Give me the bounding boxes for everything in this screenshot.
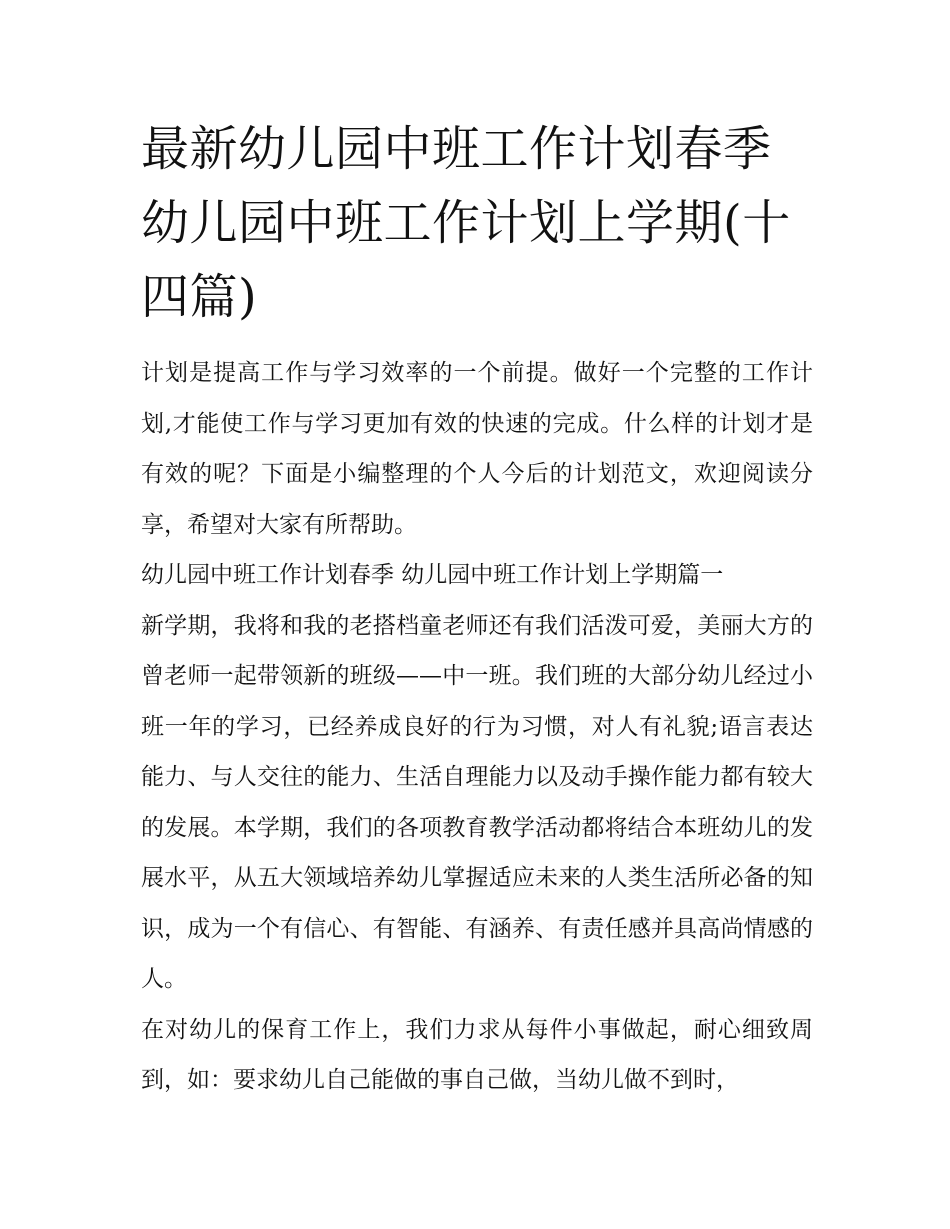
intro-paragraph: 计划是提高工作与学习效率的一个前提。做好一个完整的工作计划,才能使工作与学习更加有效的快速的完成。什么样的计划才是有效的呢？下面是小编整理的个人今后的计划范文，欢迎阅读分享，希望对大家有所帮助。 [141,360,813,538]
body-paragraph: 在对幼儿的保育工作上，我们力求从每件小事做起，耐心细致周到，如：要求幼儿自己能做的事自己做，当幼儿做不到时， [141,1016,813,1093]
section-heading: 幼儿园中班工作计划春季 幼儿园中班工作计划上学期篇一 [141,562,724,588]
document-title: 最新幼儿园中班工作计划春季 幼儿园中班工作计划上学期(十四篇) [141,121,791,325]
document-body [141,112,813,1106]
body-paragraph: 新学期，我将和我的老搭档童老师还有我们活泼可爱，美丽大方的曾老师一起带领新的班级——中一班。我们班的大部分幼儿经过小班一年的学习，已经养成良好的行为习惯，对人有礼貌;语言表达能力、与人交往的能力、生活自理能力以及动手操作能力都有较大的发展。本学期，我们的各项教育教学活动都将结合本班幼儿的发展水平，从五大领域培养幼儿掌握适应未来的人类生活所必备的知识，成为一个有信心、有智能、有涵养、有责任感并具高尚情感的人。 [141,612,813,992]
